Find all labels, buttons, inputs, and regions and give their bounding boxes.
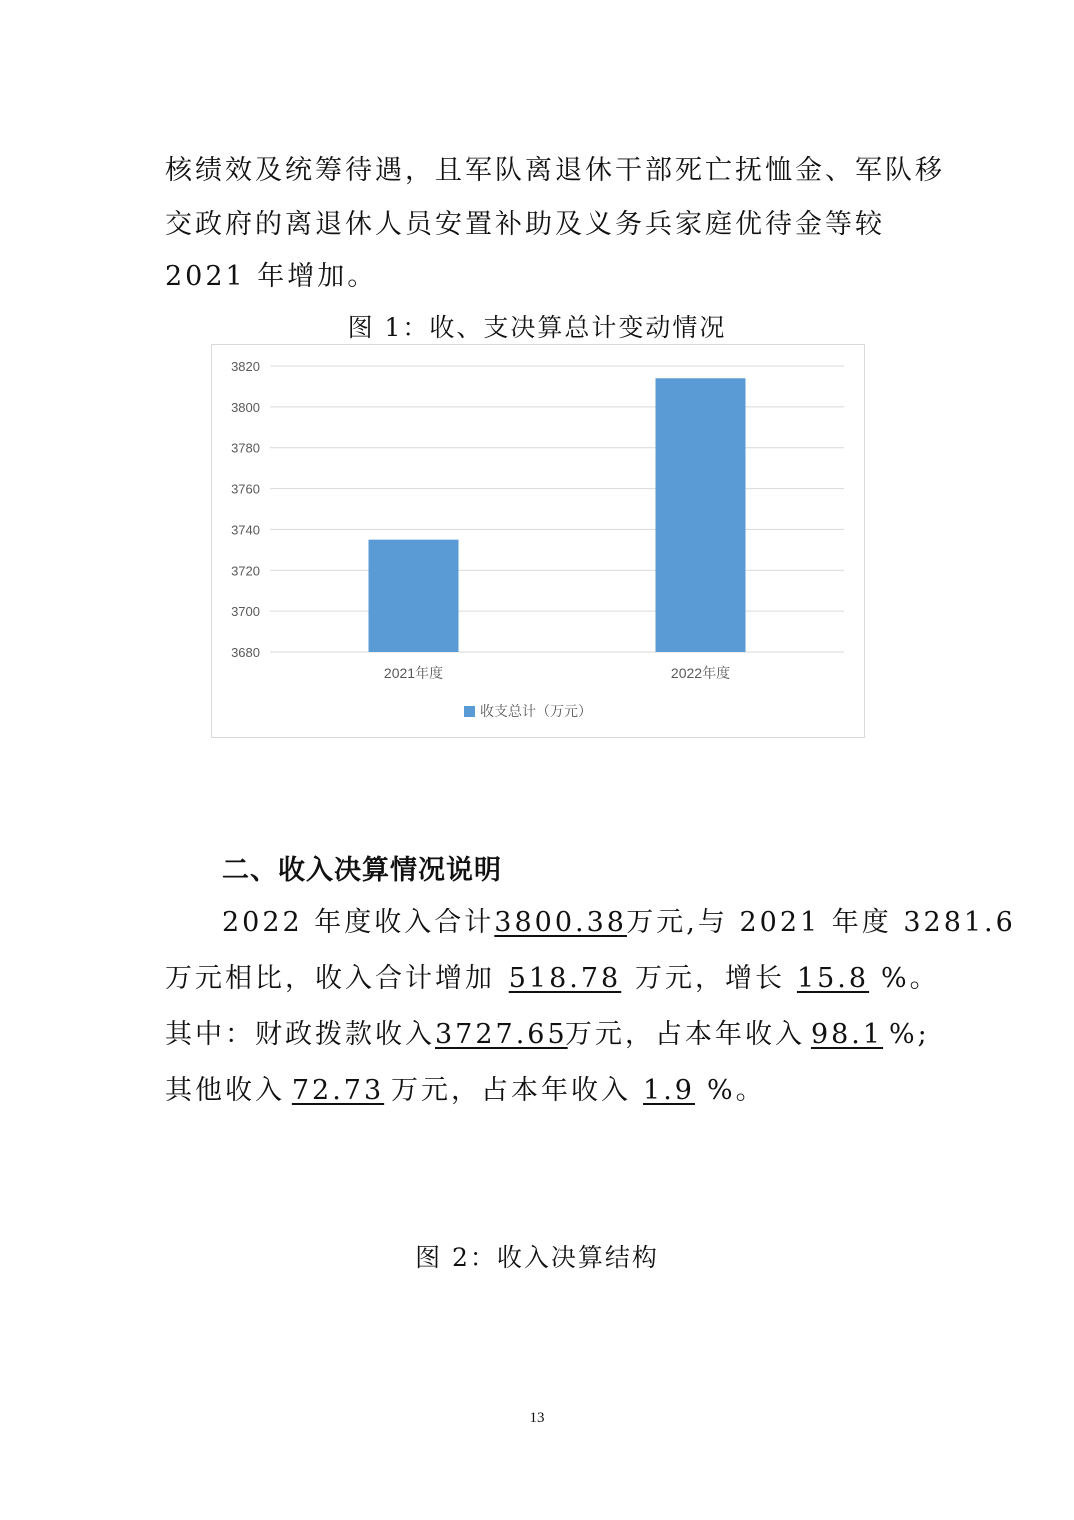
y-tick-label: 3820 [231, 359, 260, 374]
fiscal-income-value: 3727.65 [435, 1019, 568, 1050]
page-number: 13 [529, 1410, 545, 1426]
section-heading: 二、收入决算情况说明 [222, 855, 502, 886]
figure-2-caption: 图 2：收入决算结构 [415, 1243, 659, 1272]
y-tick-label: 3680 [231, 645, 260, 660]
y-tick-label: 3740 [231, 522, 260, 538]
text: 万元，增长 [635, 963, 785, 994]
legend-label: 收支总计（万元） [480, 703, 592, 719]
income-line-2 [165, 956, 940, 995]
x-tick-label: 2022年度 [670, 665, 731, 681]
growth-rate-value: 15.8 [796, 963, 870, 994]
other-share-value: 1.9 [643, 1075, 695, 1106]
text: 2022 年度收入合计 [222, 907, 495, 938]
increase-value: 518.78 [508, 963, 622, 994]
paragraph-line-1: 核绩效及统筹待遇，且军队离退休干部死亡抚恤金、军队移 [165, 155, 945, 186]
text: 其中：财政拨款收入 [165, 1019, 435, 1050]
x-tick-label: 2021年度 [383, 665, 444, 681]
fiscal-share-value: 98.1 [810, 1019, 884, 1050]
y-tick-label: 3700 [231, 604, 260, 620]
text: 万元,与 2021 年度 3281.6 [626, 907, 1016, 938]
text: %。 [707, 1075, 766, 1106]
y-tick-label: 3720 [231, 563, 260, 579]
text: %。 [881, 963, 940, 994]
text: 其他收入 [165, 1075, 285, 1106]
y-tick-label: 3760 [231, 481, 260, 497]
paragraph-line-3: 2021 年增加。 [165, 261, 378, 292]
text: 万元，占本年收入 [391, 1075, 631, 1106]
total-income-value: 3800.38 [494, 907, 627, 938]
text: 万元相比，收入合计增加 [165, 963, 495, 994]
income-line-1 [222, 900, 1016, 939]
y-tick-label: 3800 [231, 399, 260, 415]
income-line-3 [165, 1012, 930, 1051]
other-income-value: 72.73 [291, 1075, 385, 1106]
text: 万元，占本年收入 [565, 1019, 805, 1050]
y-tick-label: 3780 [231, 440, 260, 456]
chart-svg [212, 345, 864, 737]
legend-swatch [464, 706, 475, 717]
income-line-4 [165, 1068, 766, 1107]
text: %; [889, 1019, 930, 1050]
figure-1-caption: 图 1：收、支决算总计变动情况 [347, 313, 727, 342]
bar-chart [211, 344, 865, 738]
bar [369, 540, 459, 652]
paragraph-line-2: 交政府的离退休人员安置补助及义务兵家庭优待金等较 [165, 209, 885, 240]
bar [656, 378, 746, 652]
